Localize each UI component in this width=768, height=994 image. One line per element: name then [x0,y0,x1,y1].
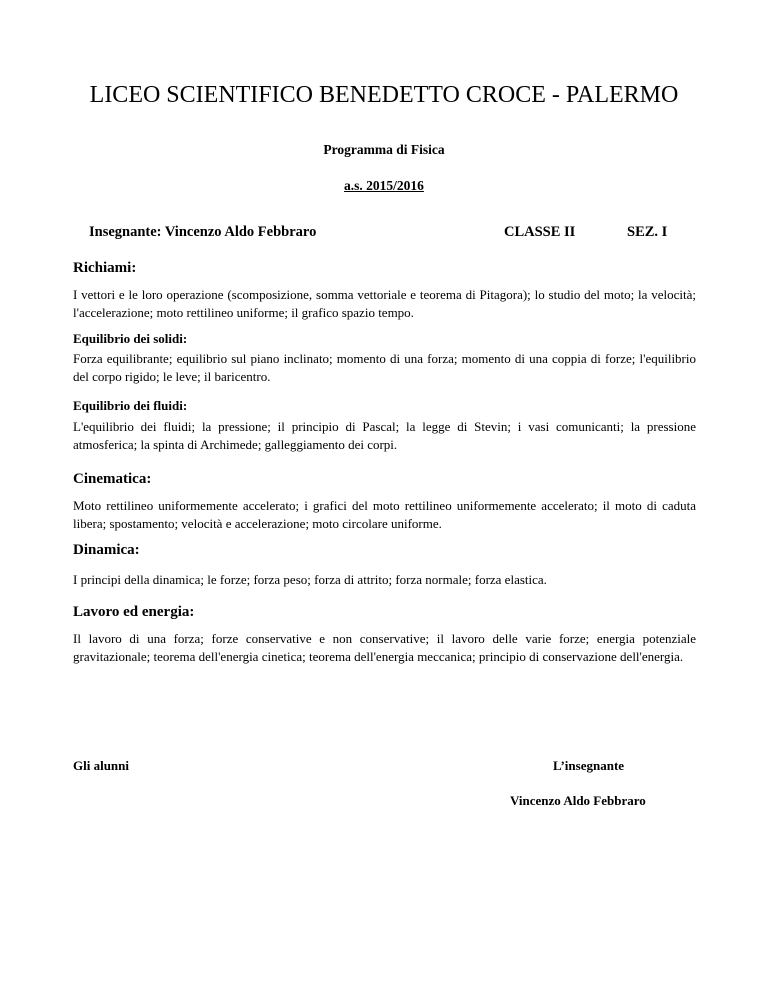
text-cinematica: Moto rettilineo uniformemente accelerato; i grafici del moto rettilineo uniformemente accelerato; il moto di caduta libera; spostamento; velocità e accelerazione; moto circolare uniforme. [73,498,696,531]
text-lavoro-energia: Il lavoro di una forza; forze conservative e non conservative; il lavoro delle varie forze; energia potenziale gravitazionale; teorema dell'energia cinetica; teorema dell'energia meccanica; principio di conservazione dell'energia. [73,631,696,664]
heading-equilibrio-solidi: Equilibrio dei solidi: [73,331,188,346]
heading-richiami: Richiami: [73,260,137,276]
text-equilibrio-fluidi: L'equilibrio dei fluidi; la pressione; il principio di Pascal; la legge di Stevin; i vasi comunicanti; la pressione atmosferica; la spinta di Archimede; galleggiamento dei corpi. [73,419,696,452]
section-info: SEZ. I [627,224,668,240]
teacher-info: Insegnante: Vincenzo Aldo Febbraro [89,224,317,240]
heading-cinematica: Cinematica: [73,471,152,487]
heading-equilibrio-fluidi: Equilibrio dei fluidi: [73,398,188,413]
students-signature-label: Gli alunni [73,758,129,773]
text-richiami: I vettori e le loro operazione (scomposizione, somma vettoriale e teorema di Pitagora); lo studio del moto; la velocità; l'accelerazione; moto rettilineo uniforme; il grafico spazio tempo. [73,287,696,320]
text-dinamica: I principi della dinamica; le forze; forza peso; forza di attrito; forza normale; forza elastica. [73,572,547,587]
heading-lavoro-energia: Lavoro ed energia: [73,604,195,620]
class-info: CLASSE II [504,224,576,240]
teacher-signature-label: L’insegnante [553,758,625,773]
school-year: a.s. 2015/2016 [344,178,424,193]
text-equilibrio-solidi: Forza equilibrante; equilibrio sul piano inclinato; momento di una forza; momento di una coppia di forze; l'equilibrio del corpo rigido; le leve; il baricentro. [73,351,696,384]
program-title: Programma di Fisica [323,142,445,157]
school-title: LICEO SCIENTIFICO BENEDETTO CROCE - PALERMO [89,82,679,108]
teacher-signature-name: Vincenzo Aldo Febbraro [510,793,646,808]
heading-dinamica: Dinamica: [73,542,140,558]
